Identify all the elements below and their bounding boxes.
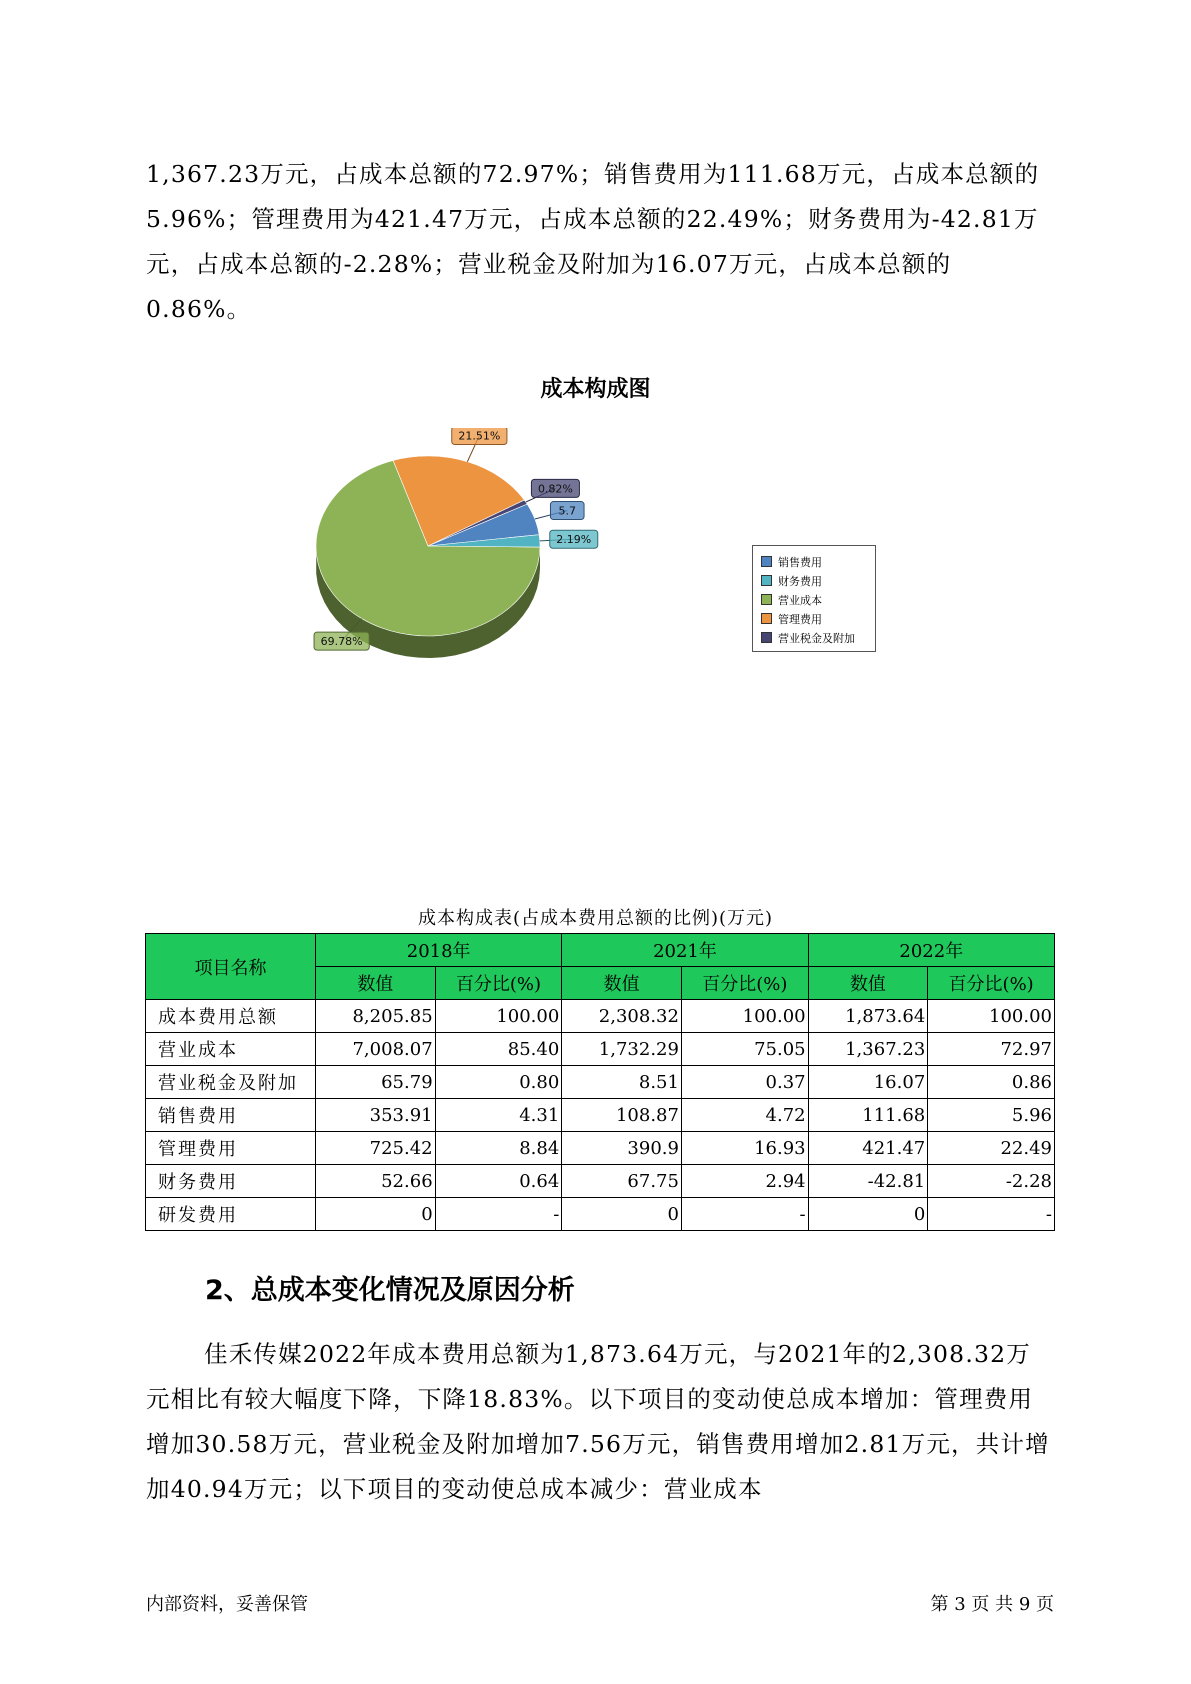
row-label: 成本费用总额 <box>146 1000 316 1033</box>
value-cell: 111.68 <box>808 1099 928 1132</box>
chart-title: 成本构成图 <box>540 377 651 402</box>
table-row <box>146 1066 1055 1099</box>
percent-cell: 5.96 <box>928 1099 1055 1132</box>
percent-cell: 0.80 <box>435 1066 562 1099</box>
pie-chart <box>290 428 630 678</box>
percent-cell: - <box>435 1198 562 1231</box>
value-cell: 65.79 <box>316 1066 436 1099</box>
chart-legend <box>752 545 876 652</box>
value-cell: 390.9 <box>562 1132 682 1165</box>
value-cell: 8,205.85 <box>316 1000 436 1033</box>
legend-label: 营业成本 <box>778 593 822 607</box>
footer-confidential-note: 内部资料，妥善保管 <box>146 1594 308 1615</box>
legend-item <box>761 590 869 609</box>
legend-item <box>761 571 869 590</box>
value-cell: -42.81 <box>808 1165 928 1198</box>
percent-cell: 85.40 <box>435 1033 562 1066</box>
header-percent: 百分比(%) <box>435 967 562 1000</box>
row-label: 营业税金及附加 <box>146 1066 316 1099</box>
value-cell: 16.07 <box>808 1066 928 1099</box>
percent-cell: 16.93 <box>681 1132 808 1165</box>
percent-cell: 0.86 <box>928 1066 1055 1099</box>
row-label: 营业成本 <box>146 1033 316 1066</box>
table-row <box>146 1132 1055 1165</box>
table-row <box>146 1165 1055 1198</box>
percent-cell: 100.00 <box>435 1000 562 1033</box>
value-cell: 108.87 <box>562 1099 682 1132</box>
value-cell: 353.91 <box>316 1099 436 1132</box>
slice-label: 69.78% <box>320 635 363 649</box>
legend-item <box>761 552 869 571</box>
row-label: 财务费用 <box>146 1165 316 1198</box>
percent-cell: 100.00 <box>928 1000 1055 1033</box>
slice-label: 2.19% <box>556 533 592 547</box>
header-value: 数值 <box>562 967 682 1000</box>
value-cell: 725.42 <box>316 1132 436 1165</box>
header-year-2022: 2022年 <box>808 934 1054 967</box>
row-label: 研发费用 <box>146 1198 316 1231</box>
header-year-2021: 2021年 <box>562 934 808 967</box>
percent-cell: 2.94 <box>681 1165 808 1198</box>
percent-cell: 72.97 <box>928 1033 1055 1066</box>
row-label: 销售费用 <box>146 1099 316 1132</box>
slice-label: 21.51% <box>458 429 501 443</box>
table-caption: 成本构成表(占成本费用总额的比例)(万元) <box>417 908 774 929</box>
header-value: 数值 <box>808 967 928 1000</box>
value-cell: 8.51 <box>562 1066 682 1099</box>
cost-structure-table <box>145 933 1055 1231</box>
percent-cell: 0.64 <box>435 1165 562 1198</box>
value-cell: 7,008.07 <box>316 1033 436 1066</box>
value-cell: 0 <box>316 1198 436 1231</box>
legend-label: 销售费用 <box>778 555 822 569</box>
legend-swatch <box>761 613 772 624</box>
table-row <box>146 1099 1055 1132</box>
header-percent: 百分比(%) <box>681 967 808 1000</box>
percent-cell: 100.00 <box>681 1000 808 1033</box>
percent-cell: 22.49 <box>928 1132 1055 1165</box>
legend-label: 财务费用 <box>778 574 822 588</box>
legend-swatch <box>761 575 772 586</box>
legend-swatch <box>761 594 772 605</box>
value-cell: 2,308.32 <box>562 1000 682 1033</box>
slice-label: 0.82% <box>537 482 573 496</box>
value-cell: 1,732.29 <box>562 1033 682 1066</box>
value-cell: 52.66 <box>316 1165 436 1198</box>
percent-cell: - <box>681 1198 808 1231</box>
row-label: 管理费用 <box>146 1132 316 1165</box>
table-row <box>146 1033 1055 1066</box>
percent-cell: - <box>928 1198 1055 1231</box>
legend-item <box>761 609 869 628</box>
value-cell: 0 <box>562 1198 682 1231</box>
table-row <box>146 1198 1055 1231</box>
percent-cell: 4.31 <box>435 1099 562 1132</box>
legend-swatch <box>761 556 772 567</box>
section-heading: 2、总成本变化情况及原因分析 <box>205 1275 575 1306</box>
percent-cell: 0.37 <box>681 1066 808 1099</box>
legend-item <box>761 628 869 647</box>
analysis-paragraph: 佳禾传媒2022年成本费用总额为1,873.64万元，与2021年的2,308.32万元相比有较大幅度下降，下降18.83%。以下项目的变动使总成本增加：管理费用增加30.58万元，营业税金及附加增加7.56万元，销售费用增加2.81万元，共计增加40.94万元；以下项目的变动使总成本减少：营业成本 <box>146 1340 1050 1503</box>
value-cell: 67.75 <box>562 1165 682 1198</box>
legend-label: 营业税金及附加 <box>778 631 855 645</box>
header-percent: 百分比(%) <box>928 967 1055 1000</box>
header-value: 数值 <box>316 967 436 1000</box>
percent-cell: 8.84 <box>435 1132 562 1165</box>
slice-label: 5.7 <box>558 504 577 518</box>
percent-cell: 75.05 <box>681 1033 808 1066</box>
header-item-name: 项目名称 <box>146 934 316 1000</box>
footer-page-number: 第 3 页 共 9 页 <box>930 1594 1054 1615</box>
value-cell: 0 <box>808 1198 928 1231</box>
table-row <box>146 1000 1055 1033</box>
intro-paragraph: 1,367.23万元，占成本总额的72.97%；销售费用为111.68万元，占成本总额的5.96%；管理费用为421.47万元，占成本总额的22.49%；财务费用为-42.81万元，占成本总额的-2.28%；营业税金及附加为16.07万元，占成本总额的0.86%。 <box>146 160 1040 323</box>
value-cell: 1,367.23 <box>808 1033 928 1066</box>
percent-cell: -2.28 <box>928 1165 1055 1198</box>
value-cell: 421.47 <box>808 1132 928 1165</box>
legend-label: 管理费用 <box>778 612 822 626</box>
percent-cell: 4.72 <box>681 1099 808 1132</box>
legend-swatch <box>761 632 772 643</box>
header-year-2018: 2018年 <box>316 934 562 967</box>
value-cell: 1,873.64 <box>808 1000 928 1033</box>
